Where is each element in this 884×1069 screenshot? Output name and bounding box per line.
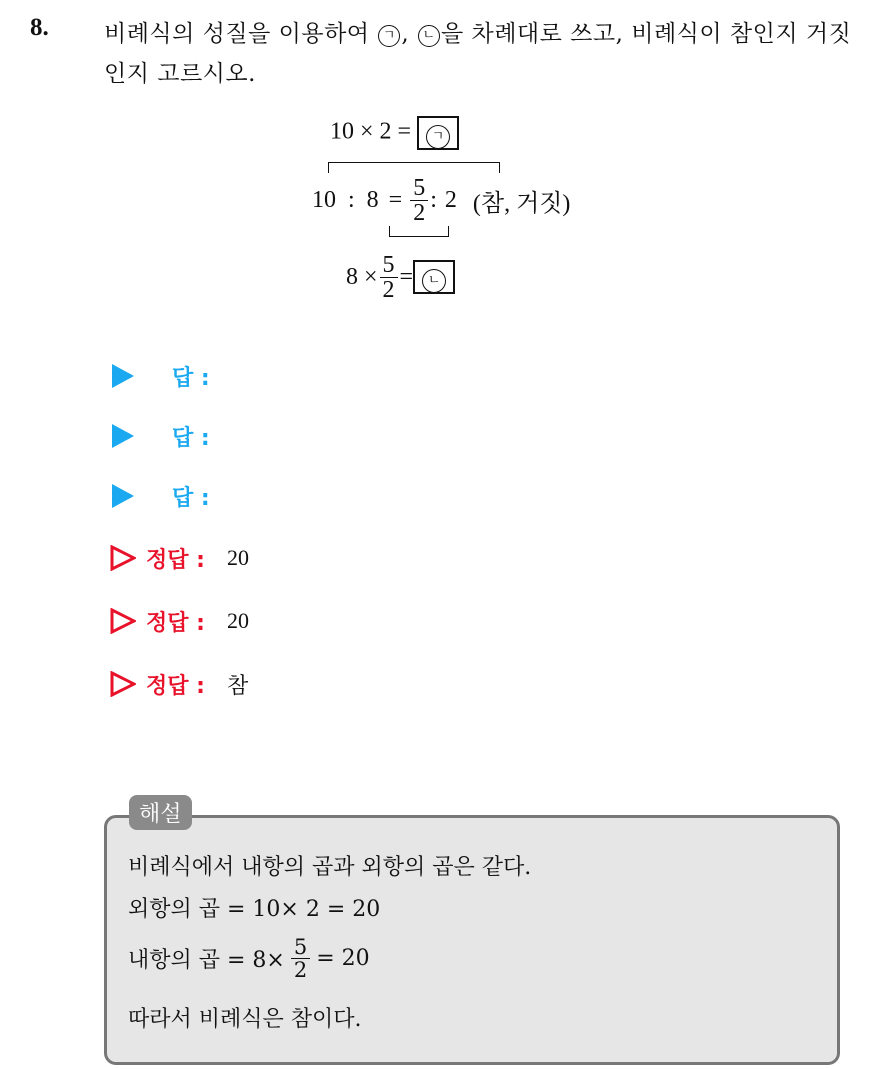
question-text-part2: 을 차례대로 쓰고, 비례식이 참인지 거짓인지 고르시오. [104, 21, 852, 87]
correct-row-1 [108, 538, 249, 578]
blank-box-1 [417, 116, 459, 150]
correct-row-3 [108, 664, 248, 704]
ratio-fraction [410, 176, 428, 225]
answer-row-1[interactable] [108, 356, 210, 396]
figure-line1 [330, 116, 459, 150]
answer-row-2[interactable] [108, 416, 210, 456]
inner-product-expr: 8 × [346, 263, 378, 290]
explanation-frac-num: 5 [291, 936, 310, 959]
correct-label: 정답 : [146, 673, 205, 699]
explanation-line-4: 따라서 비례식은 참이다. [128, 1007, 362, 1032]
correct-label: 정답 : [146, 610, 205, 636]
correct-value: 20 [226, 545, 249, 570]
outline-triangle-icon [110, 608, 136, 634]
explanation-line-3 [128, 930, 370, 986]
correct-label: 정답 : [146, 547, 205, 573]
answer-label: 답 : [172, 485, 210, 511]
play-triangle-icon [112, 484, 134, 508]
true-false-choice: (참, 거짓) [472, 190, 571, 217]
inner-equals: = [399, 263, 414, 290]
question-number: 8. [30, 14, 49, 41]
ratio-a: 10 [312, 186, 336, 213]
explanation-tag: 해설 [129, 795, 192, 830]
explanation-frac-den: 2 [293, 957, 308, 982]
explanation-line-3-prefix: 내항의 곱 = 8× [128, 947, 285, 973]
marker-separator: , [401, 21, 410, 47]
circle-marker-2: ㄴ [418, 25, 440, 47]
figure-line2 [312, 168, 570, 232]
explanation-fraction [291, 936, 310, 981]
answer-label: 답 : [172, 365, 210, 391]
outline-triangle-icon [110, 545, 136, 571]
ratio-b: 8 [366, 186, 379, 213]
blank-marker-1: ㄱ [426, 125, 450, 149]
play-triangle-icon [112, 364, 134, 388]
answer-row-3[interactable] [108, 476, 210, 516]
answer-label: 답 : [172, 425, 210, 451]
explanation-line-2: 외항의 곱 = 10× 2 = 20 [128, 897, 381, 922]
outline-triangle-icon [110, 671, 136, 697]
play-triangle-icon [112, 424, 134, 448]
inner-fraction [380, 253, 398, 302]
circle-marker-1: ㄱ [378, 25, 400, 47]
figure-line3 [346, 246, 455, 308]
correct-value: 20 [226, 608, 249, 633]
correct-value: 참 [226, 672, 249, 698]
inner-frac-num: 5 [380, 253, 398, 278]
ratio-colon-1: : [348, 186, 355, 213]
ratio-equals: = [388, 186, 403, 213]
correct-row-2 [108, 601, 249, 641]
ratio-frac-den: 2 [413, 199, 426, 226]
ratio-frac-num: 5 [410, 176, 428, 201]
outer-product-expr: 10 × 2 = [330, 118, 412, 145]
question-text [104, 14, 874, 94]
blank-box-2 [413, 260, 455, 294]
explanation-line-1: 비례식에서 내항의 곱과 외항의 곱은 같다. [128, 855, 532, 880]
ratio-colon-2: : [430, 186, 437, 213]
explanation-line-3-suffix: = 20 [316, 945, 370, 971]
inner-bracket [389, 226, 449, 237]
ratio-c: 2 [444, 186, 457, 213]
blank-marker-2: ㄴ [422, 269, 446, 293]
question-text-part1: 비례식의 성질을 이용하여 [104, 21, 370, 47]
inner-frac-den: 2 [382, 276, 395, 303]
